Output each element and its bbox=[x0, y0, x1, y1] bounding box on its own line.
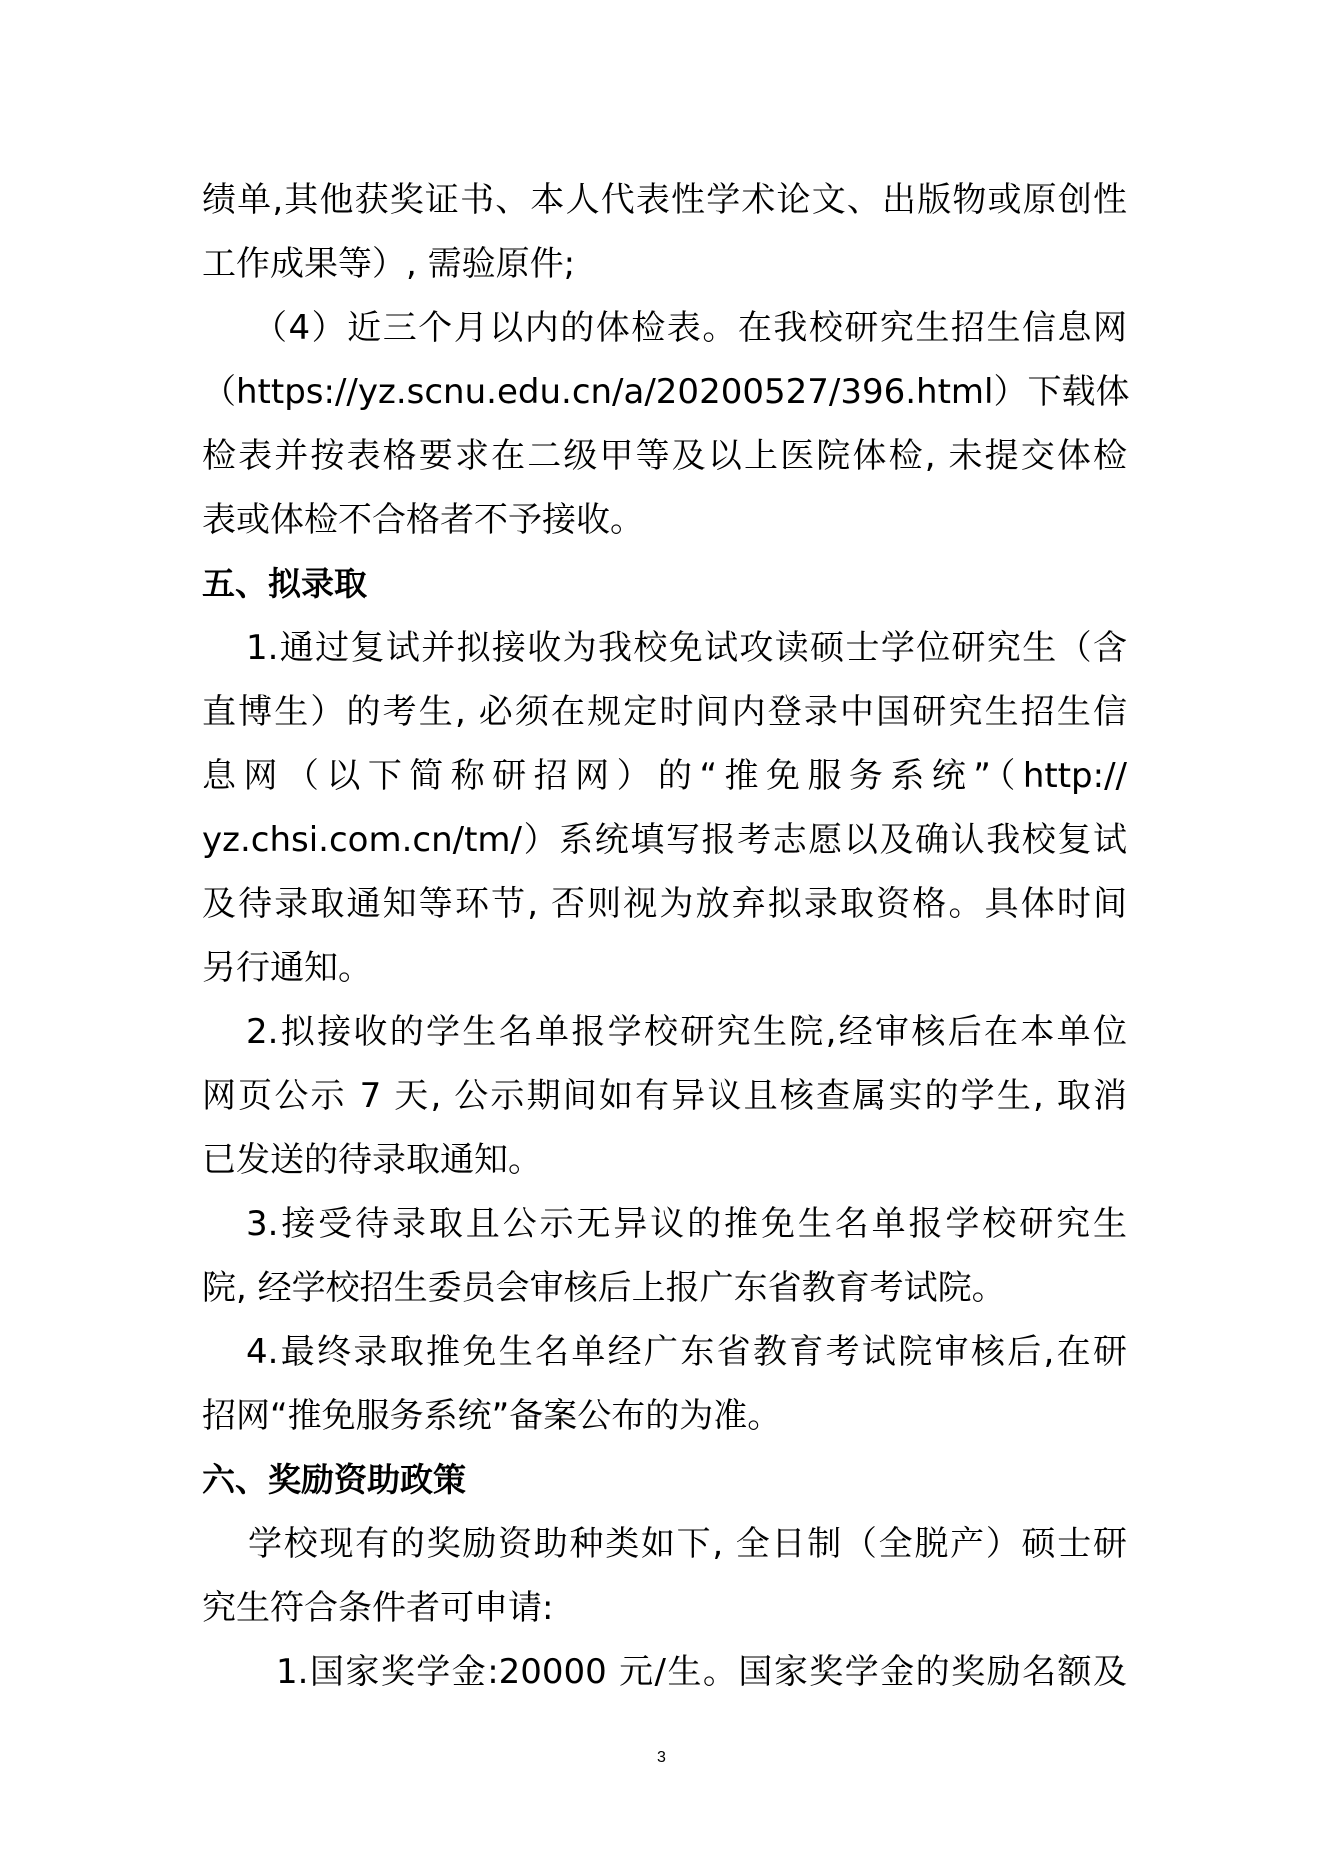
paragraph-line: 网页公示 7 天, 公示期间如有异议且核查属实的学生, 取消 bbox=[202, 1076, 1127, 1116]
paragraph-line: 已发送的待录取通知。 bbox=[202, 1140, 542, 1180]
url-line: （https://yz.scnu.edu.cn/a/20200527/396.html）下载体 bbox=[202, 372, 1130, 412]
section-heading-6: 六、奖励资助政策 bbox=[202, 1460, 466, 1499]
paragraph-line: 直博生）的考生, 必须在规定时间内登录中国研究生招生信 bbox=[202, 692, 1127, 732]
paragraph-line: 另行通知。 bbox=[202, 948, 372, 988]
paragraph-line: 绩单,其他获奖证书、本人代表性学术论文、出版物或原创性 bbox=[202, 180, 1127, 220]
paragraph-line: 工作成果等）, 需验原件; bbox=[202, 244, 576, 284]
paragraph-line: 4.最终录取推免生名单经广东省教育考试院审核后,在研 bbox=[246, 1332, 1127, 1372]
page-number: 3 bbox=[657, 1749, 666, 1766]
paragraph-line: 学校现有的奖励资助种类如下, 全日制（全脱产）硕士研 bbox=[248, 1524, 1127, 1564]
section-heading-5: 五、拟录取 bbox=[202, 564, 367, 603]
paragraph-line: 招网“推免服务系统”备案公布的为准。 bbox=[202, 1396, 782, 1436]
paragraph-line: 表或体检不合格者不予接收。 bbox=[202, 500, 644, 540]
paragraph-line: 院, 经学校招生委员会审核后上报广东省教育考试院。 bbox=[202, 1268, 1006, 1308]
paragraph-line: 究生符合条件者可申请: bbox=[202, 1588, 554, 1628]
paragraph-line: （4）近三个月以内的体检表。在我校研究生招生信息网 bbox=[253, 308, 1127, 348]
paragraph-line: 1.通过复试并拟接收为我校免试攻读硕士学位研究生（含 bbox=[246, 628, 1127, 668]
paragraph-line: 3.接受待录取且公示无异议的推免生名单报学校研究生 bbox=[246, 1204, 1127, 1244]
paragraph-line: 检表并按表格要求在二级甲等及以上医院体检, 未提交体检 bbox=[202, 436, 1127, 476]
url-line: yz.chsi.com.cn/tm/）系统填写报考志愿以及确认我校复试 bbox=[202, 820, 1127, 860]
paragraph-line: 2.拟接收的学生名单报学校研究生院,经审核后在本单位 bbox=[246, 1012, 1127, 1052]
paragraph-line: 1.国家奖学金:20000 元/生。国家奖学金的奖励名额及 bbox=[276, 1652, 1127, 1692]
paragraph-line: 息网（以下简称研招网）的“推免服务系统”（http:// bbox=[202, 756, 1127, 796]
paragraph-line: 及待录取通知等环节, 否则视为放弃拟录取资格。具体时间 bbox=[202, 884, 1127, 924]
